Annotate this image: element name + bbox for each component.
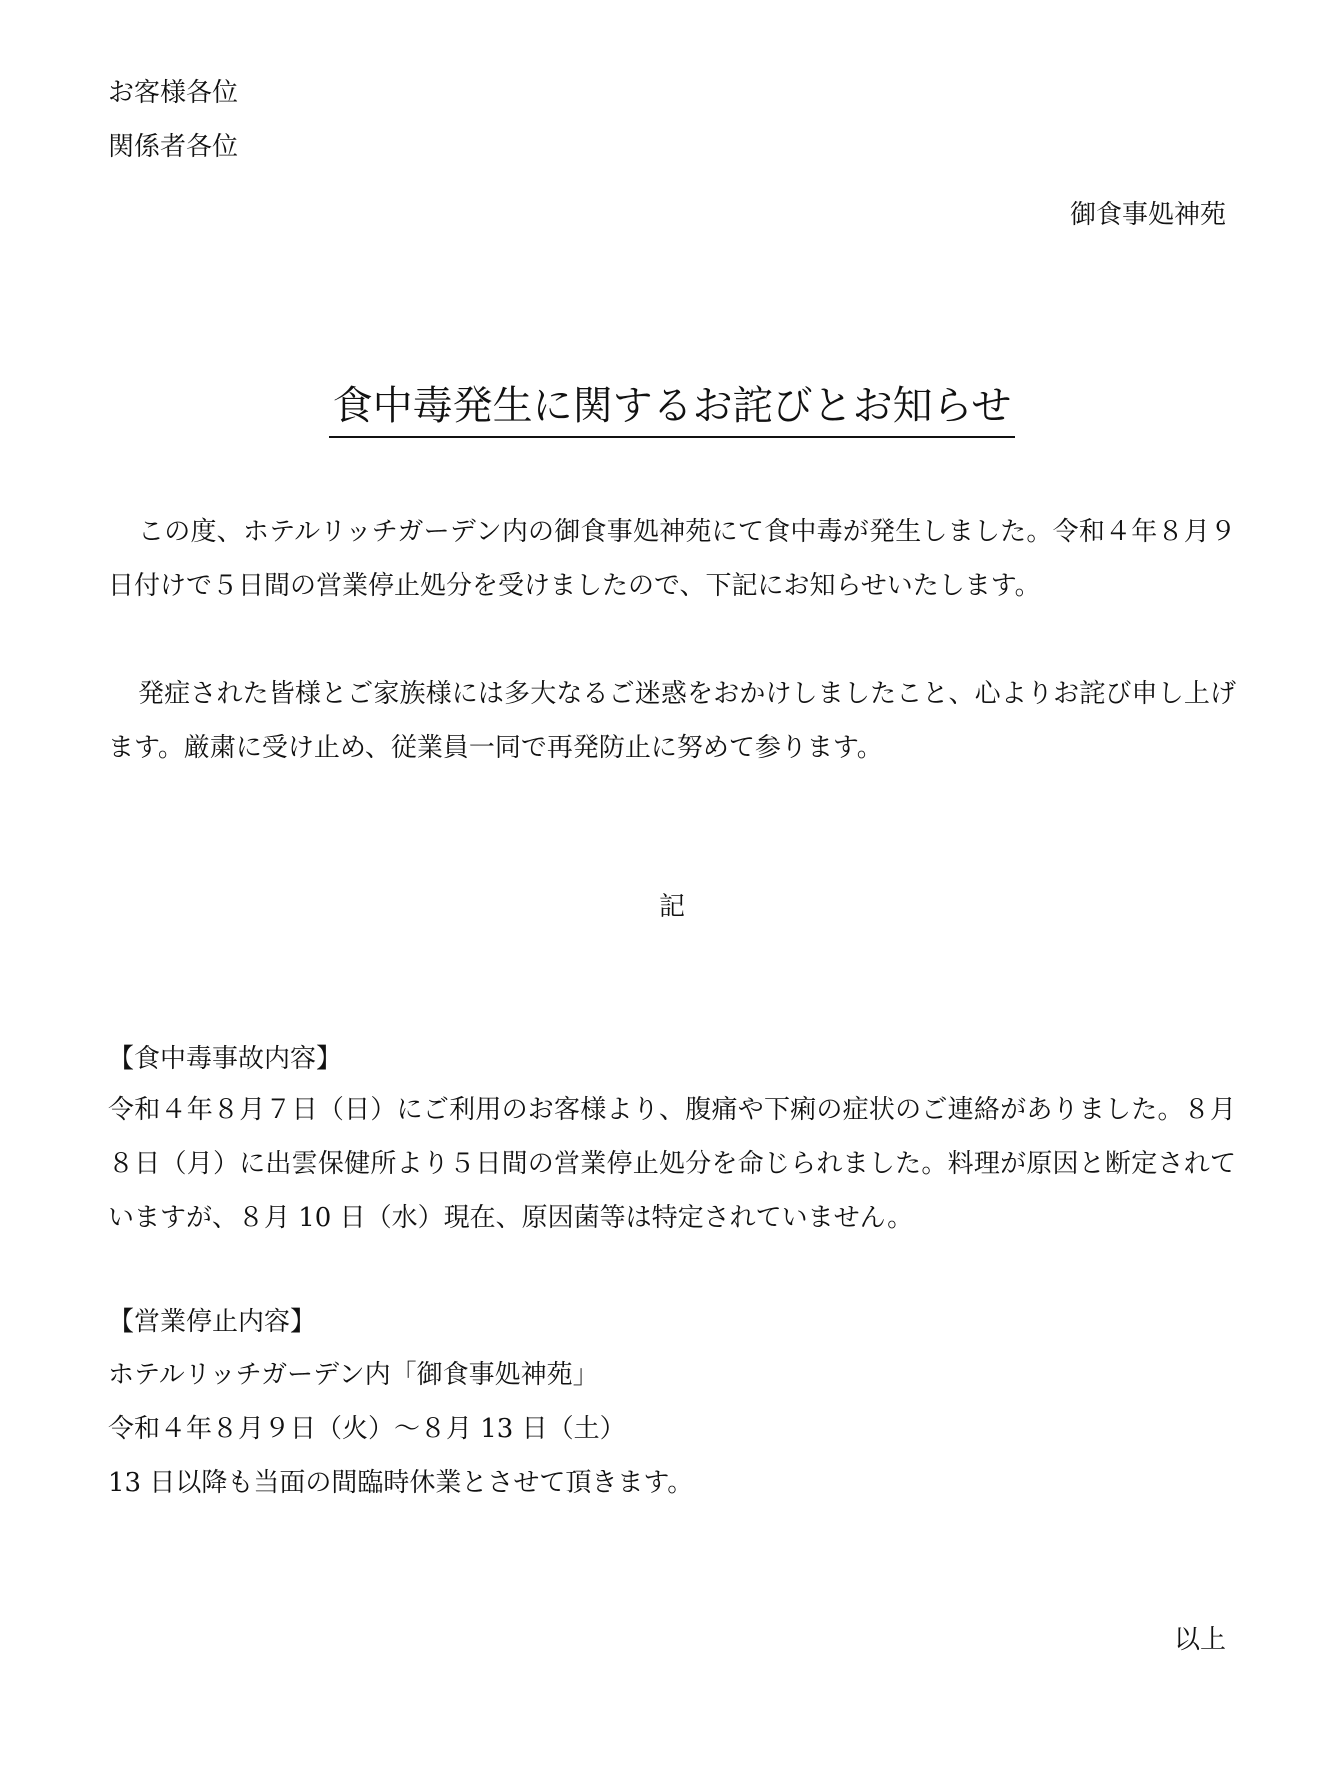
closing-mark: 以上: [1173, 1625, 1226, 1655]
recipient-customers: お客様各位: [108, 78, 239, 108]
ki-heading: 記: [658, 892, 685, 922]
apology-paragraph: 発症された皆様とご家族様には多大なるご迷惑をおかけしましたこと、心よりお詫び申し上げます。厳粛に受け止め、従業員一同で再発防止に努めて参ります。: [108, 679, 1236, 763]
title-text: 食中毒発生に関するお詫びとお知らせ: [329, 380, 1016, 438]
suspension-location: ホテルリッチガーデン内「御食事処神苑」: [108, 1360, 599, 1390]
suspension-note: 13 日以降も当面の間臨時休業とさせて頂きます。: [108, 1468, 694, 1498]
incident-text: 令和４年８月７日（日）にご利用のお客様より、腹痛や下痢の症状のご連絡がありました。８月８日（月）に出雲保健所より５日間の営業停止処分を命じられました。料理が原因と断定されていますが、８月 10 日（水）現在、原因菌等は特定されていません。: [108, 1095, 1236, 1233]
suspension-period: 令和４年８月９日（火）～８月 13 日（土）: [108, 1414, 626, 1444]
document-title: [0, 380, 1344, 438]
sender-name: 御食事処神苑: [1069, 200, 1226, 230]
recipient-stakeholders: 関係者各位: [108, 132, 239, 162]
suspension-heading: 【営業停止内容】: [108, 1307, 317, 1337]
incident-heading: 【食中毒事故内容】: [108, 1044, 343, 1074]
intro-paragraph: この度、ホテルリッチガーデン内の御食事処神苑にて食中毒が発生しました。令和４年８月９日付けで５日間の営業停止処分を受けましたので、下記にお知らせいたします。: [108, 517, 1236, 601]
